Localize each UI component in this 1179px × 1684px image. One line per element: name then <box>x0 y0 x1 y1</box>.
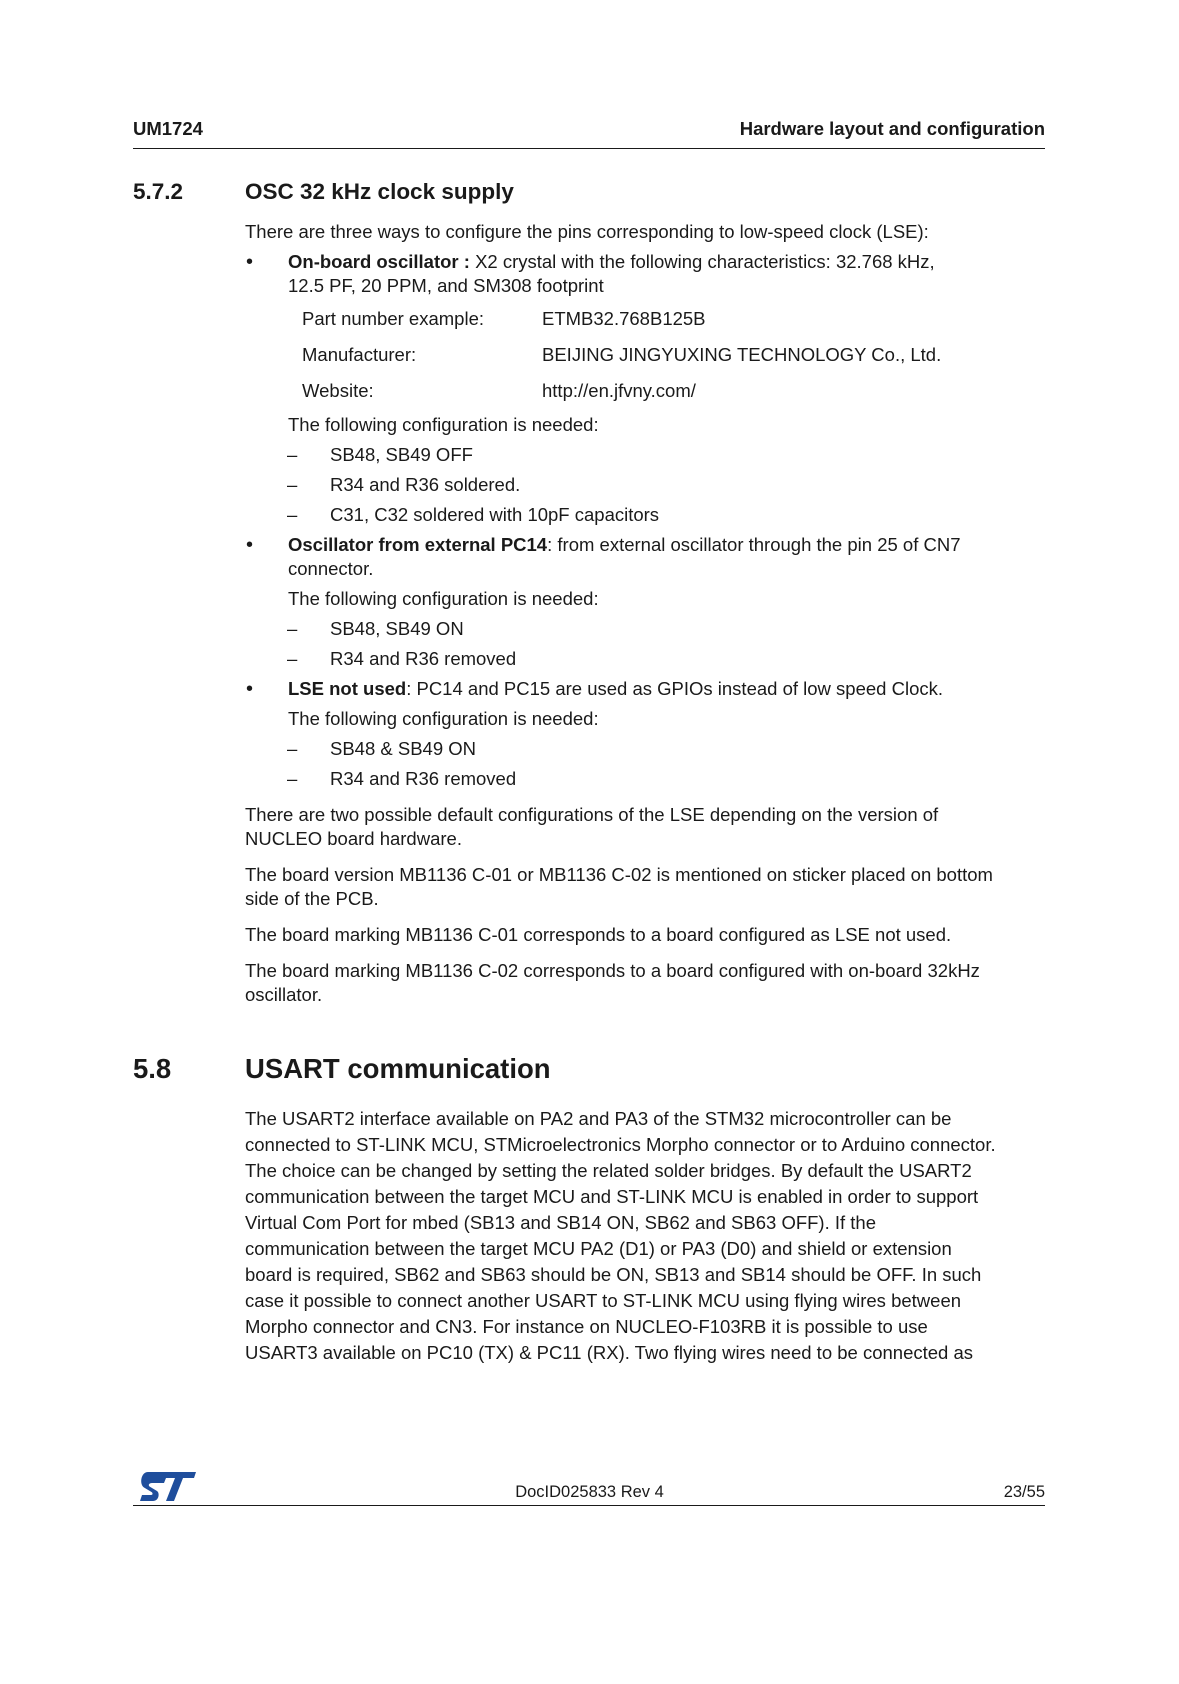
bullet-lse-line1 <box>288 677 943 701</box>
dash-icon: – <box>287 504 298 525</box>
config-item: SB48, SB49 ON <box>330 618 464 639</box>
bullet-text: : from external oscillator through the pin 25 of CN7 <box>547 534 961 555</box>
bullet-onboard-line2: 12.5 PF, 20 PPM, and SM308 footprint <box>288 275 604 296</box>
paragraph-line: side of the PCB. <box>245 888 379 909</box>
dash-icon: – <box>287 768 298 789</box>
usart-line: The USART2 interface available on PA2 and PA3 of the STM32 microcontroller can be <box>245 1108 952 1129</box>
bullet-lead: Oscillator from external PC14 <box>288 534 548 555</box>
section-number-5-8: 5.8 <box>133 1053 172 1084</box>
spec-value: BEIJING JINGYUXING TECHNOLOGY Co., Ltd. <box>542 344 942 365</box>
bullet-icon: • <box>246 251 254 273</box>
spec-label: Manufacturer: <box>302 344 417 365</box>
bullet-lead: On-board oscillator : <box>288 251 470 272</box>
usart-line: communication between the target MCU and ST-LINK MCU is enabled in order to support <box>245 1186 979 1207</box>
footer-rule <box>133 1505 1045 1506</box>
usart-line: USART3 available on PC10 (TX) & PC11 (RX). Two flying wires need to be connected as <box>245 1342 974 1363</box>
header-doc-code: UM1724 <box>133 118 203 139</box>
bullet-icon: • <box>246 534 254 556</box>
paragraph-line: There are two possible default configurations of the LSE depending on the version of <box>245 804 939 825</box>
usart-line: The choice can be changed by setting the related solder bridges. By default the USART2 <box>245 1160 972 1181</box>
bullet-text: X2 crystal with the following characteristics: 32.768 kHz, <box>469 251 935 272</box>
bullet-icon: • <box>246 678 254 700</box>
spec-label: Website: <box>302 380 374 401</box>
paragraph-line: The board version MB1136 C-01 or MB1136 C-02 is mentioned on sticker placed on bottom <box>245 864 993 885</box>
intro-paragraph: There are three ways to configure the pins corresponding to low-speed clock (LSE): <box>245 221 929 242</box>
bullet-text: : PC14 and PC15 are used as GPIOs instead of low speed Clock. <box>406 678 943 699</box>
spec-label: Part number example: <box>302 308 485 329</box>
dash-icon: – <box>287 618 298 639</box>
dash-icon: – <box>287 648 298 669</box>
usart-line: connected to ST-LINK MCU, STMicroelectronics Morpho connector or to Arduino connector. <box>245 1134 996 1155</box>
section-title-usart: USART communication <box>245 1053 551 1084</box>
paragraph-line: NUCLEO board hardware. <box>245 828 462 849</box>
dash-icon: – <box>287 444 298 465</box>
dash-icon: – <box>287 738 298 759</box>
config-item: R34 and R36 removed <box>330 768 517 789</box>
paragraph-line: The board marking MB1136 C-02 corresponds to a board configured with on-board 32kHz <box>245 960 980 981</box>
usart-line: board is required, SB62 and SB63 should be ON, SB13 and SB14 should be OFF. In such <box>245 1264 982 1285</box>
header-section-title: Hardware layout and configuration <box>739 118 1045 139</box>
section-title-osc: OSC 32 kHz clock supply <box>245 179 514 204</box>
usart-line: Morpho connector and CN3. For instance on NUCLEO-F103RB it is possible to use <box>245 1316 928 1337</box>
bullet-onboard-line1 <box>288 250 935 274</box>
spec-value: http://en.jfvny.com/ <box>542 380 696 401</box>
bullet-lead: LSE not used <box>288 678 407 699</box>
bullet-external-line2: connector. <box>288 558 374 579</box>
paragraph-line: The board marking MB1136 C-01 corresponds to a board configured as LSE not used. <box>245 924 952 945</box>
config-item: SB48, SB49 OFF <box>330 444 473 465</box>
config-item: R34 and R36 removed <box>330 648 517 669</box>
usart-line: case it possible to connect another USART to ST-LINK MCU using flying wires between <box>245 1290 962 1311</box>
footer-page-number: 23/55 <box>1003 1483 1045 1501</box>
config-intro: The following configuration is needed: <box>288 414 599 435</box>
config-item: C31, C32 soldered with 10pF capacitors <box>330 504 660 525</box>
paragraph-line: oscillator. <box>245 984 323 1005</box>
bullet-external-line1 <box>288 533 961 557</box>
section-number-5-7-2: 5.7.2 <box>133 179 184 204</box>
footer-doc-id: DocID025833 Rev 4 <box>515 1483 664 1501</box>
usart-line: Virtual Com Port for mbed (SB13 and SB14 ON, SB62 and SB63 OFF). If the <box>245 1212 877 1233</box>
spec-value: ETMB32.768B125B <box>542 308 706 329</box>
config-intro: The following configuration is needed: <box>288 588 599 609</box>
config-item: R34 and R36 soldered. <box>330 474 521 495</box>
config-item: SB48 & SB49 ON <box>330 738 477 759</box>
usart-line: communication between the target MCU PA2 (D1) or PA3 (D0) and shield or extension <box>245 1238 952 1259</box>
config-intro: The following configuration is needed: <box>288 708 599 729</box>
dash-icon: – <box>287 474 298 495</box>
header-rule <box>133 148 1045 149</box>
